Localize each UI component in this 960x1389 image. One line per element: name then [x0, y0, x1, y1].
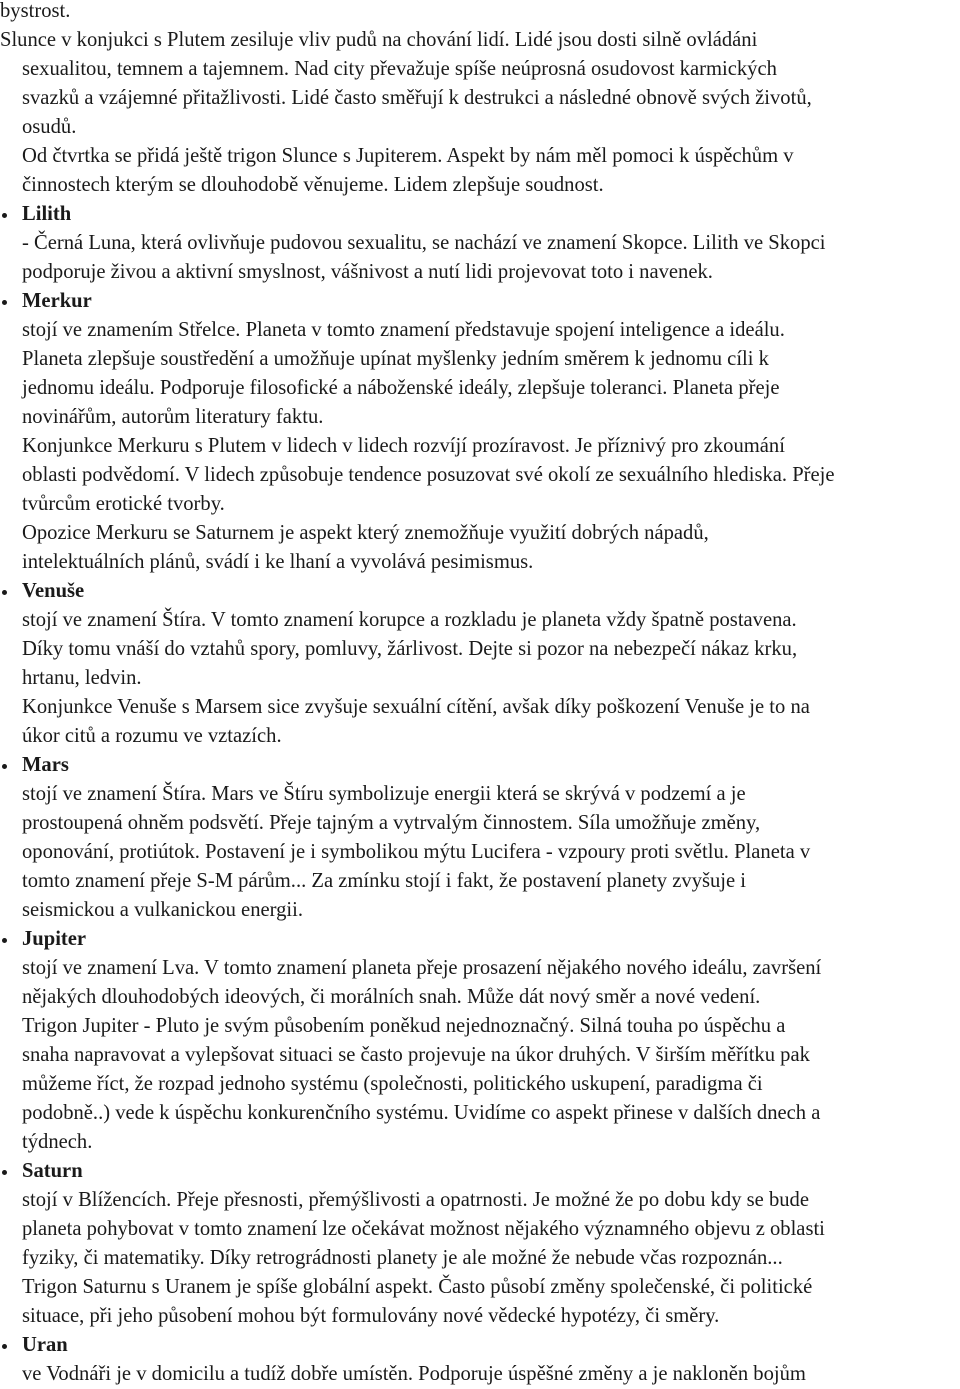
text-line: Trigon Saturnu s Uranem je spíše globální aspekt. Často působí změny společenské, či politické: [22, 1276, 813, 1298]
section-heading: [0, 287, 960, 316]
text-line: hrtanu, ledvin.: [22, 667, 142, 689]
section-saturn: [0, 1157, 960, 1331]
text-line: úkor citů a rozumu ve vztazích.: [22, 725, 282, 747]
text-line: podporuje živou a aktivní smyslnost, vášnivost a nutí lidi projevovat toto i navenek.: [22, 261, 713, 283]
section-mars: [0, 751, 960, 925]
text-line: seismickou a vulkanickou energii.: [22, 899, 304, 921]
section-venuse: [0, 577, 960, 751]
text-line: planeta pohybovat v tomto znamení lze očekávat možnost nějakého významného objevu z oblasti: [22, 1218, 825, 1240]
text-line: Trigon Jupiter - Pluto je svým působením poněkud nejednoznačný. Silná touha po úspěchu a: [22, 1015, 786, 1037]
bullet-icon: [2, 1344, 7, 1349]
section-heading: [0, 577, 960, 606]
text-line: Konjunkce Merkuru s Plutem v lidech v lidech rozvíjí prozíravost. Je příznivý pro zkoumání: [22, 435, 785, 457]
text-line: bystrost.: [0, 0, 71, 22]
text-line: intelektuálních plánů, svádí i ke lhaní a vyvolává pesimismus.: [22, 551, 534, 573]
section-heading-text: Venuše: [22, 580, 85, 602]
text-line: tvůrcům erotické tvorby.: [22, 493, 225, 515]
section-heading: [0, 925, 960, 954]
text-line: osudů.: [22, 116, 77, 138]
section-uran: [0, 1331, 960, 1389]
text-line: Opozice Merkuru se Saturnem je aspekt který znemožňuje využití dobrých nápadů,: [22, 522, 709, 544]
bullet-icon: [2, 938, 7, 943]
bullet-icon: [2, 1170, 7, 1175]
section-heading: [0, 751, 960, 780]
section-heading-text: Uran: [22, 1334, 68, 1356]
text-line: svazků a vzájemné přitažlivosti. Lidé často směřují k destrukci a následné obnově svých životů,: [22, 87, 812, 109]
section-heading: [0, 1331, 960, 1360]
section-lilith: [0, 200, 960, 287]
text-line: můžeme říct, že rozpad jednoho systému (společnosti, politického uskupení, paradigma či: [22, 1073, 763, 1095]
section-heading-text: Saturn: [22, 1160, 83, 1182]
section-heading-text: Merkur: [22, 290, 92, 312]
text-line: sexualitou, temnem a tajemnem. Nad city převažuje spíše neúprosná osudovost karmických: [22, 58, 777, 80]
text-line: činnostech kterým se dlouhodobě věnujeme. Lidem zlepšuje soudnost.: [22, 174, 604, 196]
bullet-icon: [2, 300, 7, 305]
text-line: situace, při jeho působení mohou být formulovány nové vědecké hypotézy, či směry.: [22, 1305, 720, 1327]
bullet-icon: [2, 590, 7, 595]
section-heading-text: Lilith: [22, 203, 72, 225]
text-line: stojí ve znamením Střelce. Planeta v tomto znamení představuje spojení inteligence a ideálu.: [22, 319, 785, 341]
text-line: snaha napravovat a vylepšovat situaci se často projevuje na úkor druhých. V širším měřítku pak: [22, 1044, 810, 1066]
text-line: týdnech.: [22, 1131, 93, 1153]
text-line: prostoupená ohněm podsvětí. Přeje tajným a vytrvalým činnostem. Síla umožňuje změny,: [22, 812, 761, 834]
text-line: tomto znamení přeje S-M párům... Za zmínku stojí i fakt, že postavení planety zvyšuje i: [22, 870, 747, 892]
section-merkur: [0, 287, 960, 577]
text-line: jednomu ideálu. Podporuje filosofické a náboženské ideály, zlepšuje toleranci. Planeta přeje: [22, 377, 780, 399]
section-heading-text: Mars: [22, 754, 69, 776]
text-line: Díky tomu vnáší do vztahů spory, pomluvy, žárlivost. Dejte si pozor na nebezpečí nákaz krku,: [22, 638, 798, 660]
text-line: nějakých dlouhodobých ideových, či morálních snah. Může dát nový směr a nové vedení.: [22, 986, 761, 1008]
bullet-icon: [2, 764, 7, 769]
text-line: Od čtvrtka se přidá ještě trigon Slunce s Jupiterem. Aspekt by nám měl pomoci k úspěchům v: [22, 145, 794, 167]
text-line: stojí ve znamení Lva. V tomto znamení planeta přeje prosazení nějakého nového ideálu, završení: [22, 957, 822, 979]
text-line: Planeta zlepšuje soustředění a umožňuje upínat myšlenky jedním směrem k jednomu cíli k: [22, 348, 769, 370]
text-line: novinářům, autorům literatury faktu.: [22, 406, 324, 428]
text-line: stojí ve znamení Štíra. V tomto znamení korupce a rozkladu je planeta vždy špatně postavena.: [22, 609, 797, 631]
section-jupiter: [0, 925, 960, 1157]
text-line: stojí ve znamení Štíra. Mars ve Štíru symbolizuje energii která se skrývá v podzemí a je: [22, 783, 746, 805]
section-heading: [0, 1157, 960, 1186]
text-line: ve Vodnáři je v domicilu a tudíž dobře umístěn. Podporuje úspěšné změny a je nakloněn bojům: [22, 1363, 806, 1385]
text-line: fyziky, či matematiky. Díky retrográdnosti planety je ale možné že nebude včas rozpoznán...: [22, 1247, 783, 1269]
text-line: stojí v Blížencích. Přeje přesnosti, přemýšlivosti a opatrnosti. Je možné že po dobu kdy se bude: [22, 1189, 809, 1211]
section-heading: [0, 200, 960, 229]
text-line: Slunce v konjukci s Plutem zesiluje vliv pudů na chování lidí. Lidé jsou dosti silně ovládáni: [0, 29, 758, 51]
bullet-icon: [2, 213, 7, 218]
text-line: oblasti podvědomí. V lidech způsobuje tendence posuzovat své okolí ze sexuálního hlediska. Přeje: [22, 464, 835, 486]
intro-block: [0, 0, 960, 200]
section-heading-text: Jupiter: [22, 928, 87, 950]
text-line: - Černá Luna, která ovlivňuje pudovou sexualitu, se nachází ve znamení Skopce. Lilith ve Skopci: [22, 232, 826, 254]
text-line: podobně..) vede k úspěchu konkurenčního systému. Uvidíme co aspekt přinese v dalších dnech a: [22, 1102, 821, 1124]
text-line: Konjunkce Venuše s Marsem sice zvyšuje sexuální cítění, avšak díky poškození Venuše je to na: [22, 696, 810, 718]
text-line: oponování, protiútok. Postavení je i symbolikou mýtu Lucifera - vzpoury proti světlu. Planeta v: [22, 841, 811, 863]
